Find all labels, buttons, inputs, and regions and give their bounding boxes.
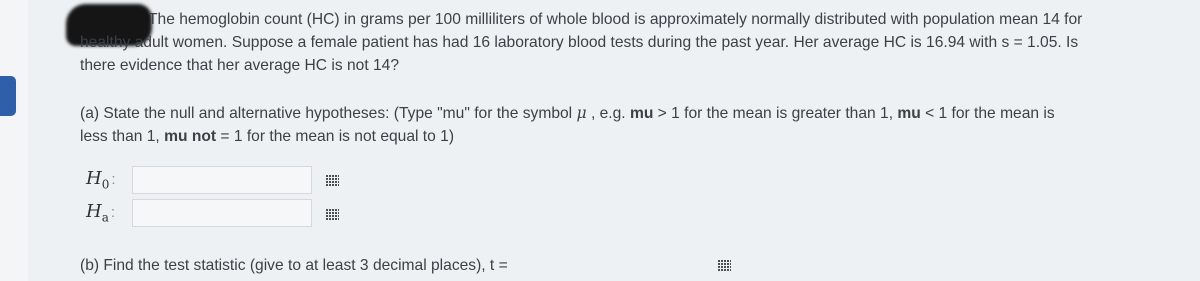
problem-line-2: healthy adult women. Suppose a female patient has had 16 laboratory blood tests during the past year. Her average HC is 16.94 with s = 1.05. Is [80, 34, 1079, 51]
example-1-code: mu [629, 105, 654, 122]
alternative-hypothesis-row [86, 197, 312, 229]
symbol-palette-icon[interactable] [718, 259, 731, 271]
null-hypothesis-letter: H [86, 168, 102, 190]
example-1-text: > 1 for the mean is greater than 1, [653, 105, 898, 122]
alternative-hypothesis-label [86, 201, 132, 225]
example-2-code: mu [897, 105, 921, 122]
example-lead: , e.g. [586, 105, 630, 122]
null-hypothesis-label [86, 168, 132, 192]
alternative-hypothesis-subscript: a [101, 210, 109, 225]
problem-line-1: The hemoglobin count (HC) in grams per 100 milliliters of whole blood is approximately normally distributed with population mean 14 for [148, 11, 1083, 28]
part-a-line-1 [80, 102, 1055, 125]
example-3-code: mu not [164, 128, 217, 145]
part-a-line-2 [80, 125, 1055, 148]
side-tab-button[interactable] [0, 76, 16, 116]
null-hypothesis-row [86, 164, 312, 196]
alternative-hypothesis-colon: : [110, 204, 116, 222]
part-a-instructions [80, 102, 1055, 148]
symbol-palette-icon[interactable] [326, 208, 339, 220]
null-hypothesis-colon: : [111, 171, 116, 189]
alternative-hypothesis-input[interactable] [132, 199, 312, 227]
null-hypothesis-input[interactable] [132, 166, 312, 194]
problem-statement [80, 8, 1082, 77]
mu-symbol: μ [576, 104, 587, 122]
null-hypothesis-subscript: 0 [101, 177, 110, 192]
example-2-text: < 1 for the mean is [920, 105, 1055, 122]
problem-line-3: there evidence that her average HC is not 14? [80, 57, 400, 74]
alternative-hypothesis-letter: H [86, 201, 102, 223]
left-margin [0, 0, 28, 281]
example-2-text-cont: less than 1, [80, 128, 165, 145]
part-b-prompt: (b) Find the test statistic (give to at least 3 decimal places), t = [80, 257, 508, 274]
part-a-intro: (a) State the null and alternative hypotheses: (Type "mu" for the symbol [80, 105, 577, 122]
example-3-text: = 1 for the mean is not equal to 1) [216, 128, 455, 145]
symbol-palette-icon[interactable] [326, 174, 339, 186]
